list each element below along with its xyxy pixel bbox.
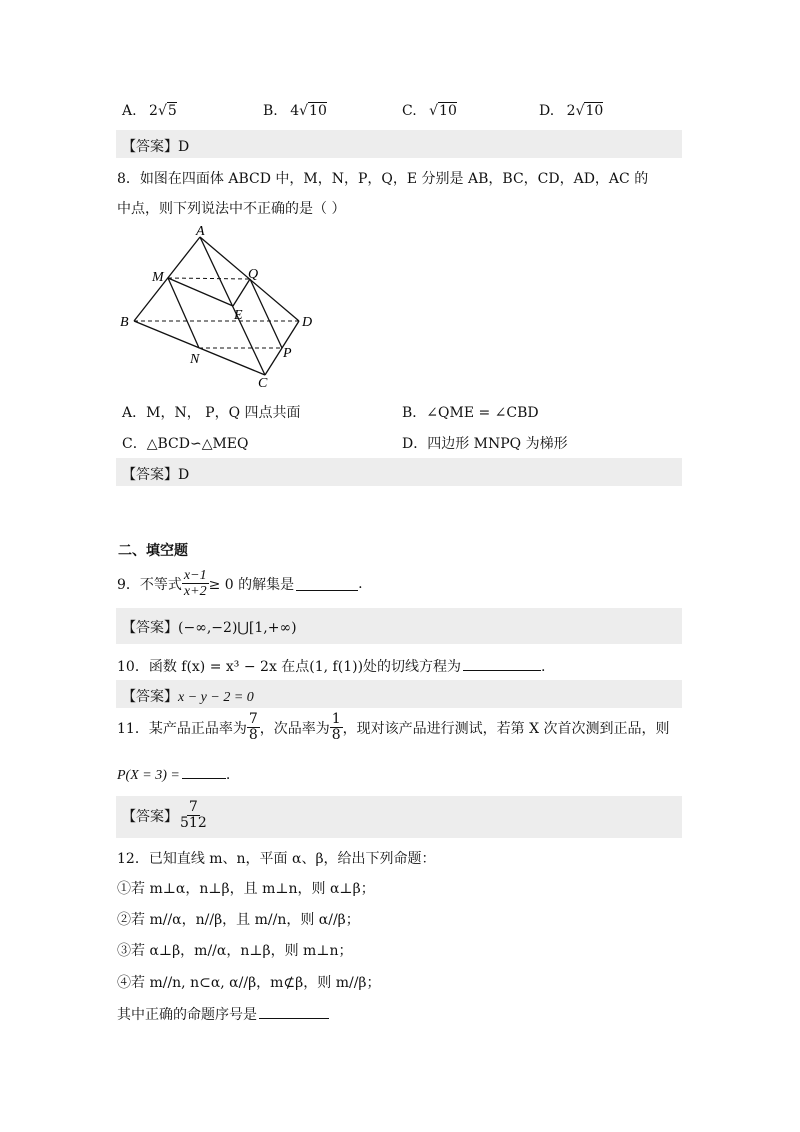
q7-option-d: D. 2√10 — [539, 103, 604, 119]
answer-tag: 【答案】 — [122, 620, 178, 636]
q11-frac2-den: 8 — [331, 727, 341, 744]
answer-tag: 【答案】 — [122, 467, 178, 483]
q10-blank — [463, 657, 541, 671]
q8-stem-line2: 中点，则下列说法中不正确的是（ ） — [117, 201, 346, 217]
answer-tag: 【答案】 — [122, 808, 178, 825]
q8-answer — [122, 464, 189, 484]
q11-frac1-num: 7 — [248, 711, 258, 727]
q7-option-c-label: C. — [402, 103, 417, 119]
q11-answer-num: 7 — [188, 799, 198, 815]
vertex-label-d: D — [302, 315, 313, 330]
q9-frac-den: x+2 — [183, 584, 207, 600]
q11-frac1-den: 8 — [248, 727, 258, 744]
q7-option-b: B. 4√10 — [263, 103, 327, 119]
q10-text: 10．函数 f(x) = x³ − 2x 在点(1, f(1))处的切线方程为 — [117, 659, 462, 675]
q7-option-c: C. √10 — [402, 103, 457, 119]
q11-frac2-num: 1 — [331, 711, 341, 727]
section-title: 二、填空题 — [118, 543, 188, 559]
q9-end: . — [358, 575, 363, 592]
q7-option-a-label: A. — [122, 103, 137, 119]
q9-frac-num: x−1 — [183, 568, 207, 583]
q8-answer-bar — [116, 458, 682, 486]
q11-line2: P(X = 3) = — [117, 768, 180, 783]
answer-value: (−∞,−2)⋃[1,+∞) — [178, 620, 297, 636]
q10-stem — [117, 656, 546, 676]
q11-answer-fraction — [178, 800, 209, 832]
q7-option-a: A. 2√5 — [122, 103, 177, 119]
q12-item-4: ④若 m//n, n⊂α, α//β，m⊄β，则 m//β； — [117, 975, 381, 991]
q9-blank — [296, 577, 358, 591]
tetrahedron-figure — [118, 225, 328, 395]
q12-item-2: ②若 m//α，n//β，且 m//n，则 α//β； — [117, 912, 360, 928]
q7-option-d-rad: 10 — [585, 103, 604, 119]
q8-stem-line1: 8．如图在四面体 ABCD 中，M，N，P，Q，E 分别是 AB，BC，CD，AD，AC 的 — [117, 171, 649, 187]
q9-prefix: 9．不等式 — [117, 576, 182, 593]
answer-tag: 【答案】 — [122, 689, 178, 705]
answer-value: x − y − 2 = 0 — [178, 690, 254, 705]
answer-value: D — [178, 139, 190, 155]
q11-part2: ，次品率为 — [259, 720, 330, 737]
q7-option-a-rad: 5 — [167, 103, 177, 119]
q12-item-3: ③若 α⊥β，m//α，n⊥β，则 m⊥n； — [117, 943, 353, 959]
q11-end: . — [225, 767, 231, 783]
vertex-label-m: M — [152, 270, 164, 285]
q7-option-d-label: D. — [539, 103, 555, 119]
q8-option-c: C．△BCD∽△MEQ — [122, 436, 249, 452]
q10-end: . — [541, 659, 546, 675]
q11-fraction-2 — [330, 712, 343, 744]
q9-suffix: ≥ 0 的解集是 — [208, 576, 295, 593]
q8-option-b: B．∠QME = ∠CBD — [402, 405, 539, 421]
q11-part3: ，现对该产品进行测试，若第 X 次首次测到正品，则 — [342, 720, 670, 737]
q10-answer — [122, 686, 254, 706]
q11-stem-line1 — [117, 712, 670, 744]
q7-option-c-rad: 10 — [439, 103, 457, 119]
q12-question — [117, 1004, 329, 1024]
q11-part1: 11．某产品正品率为 — [117, 720, 247, 737]
vertex-label-e: E — [234, 308, 243, 323]
vertex-label-p: P — [283, 346, 292, 361]
vertex-label-n: N — [190, 352, 200, 367]
q12-intro: 12．已知直线 m、n，平面 α、β，给出下列命题： — [117, 851, 436, 867]
q12-item-1: ①若 m⊥α，n⊥β，且 m⊥n，则 α⊥β； — [117, 881, 375, 897]
q8-option-d: D．四边形 MNPQ 为梯形 — [402, 436, 568, 452]
q9-stem — [117, 568, 363, 600]
q9-fraction — [182, 568, 209, 600]
vertex-label-c: C — [258, 376, 268, 391]
q8-option-a: A．M，N， P，Q 四点共面 — [122, 405, 301, 421]
q7-option-a-coef: 2 — [149, 103, 158, 119]
q12-question-text: 其中正确的命题序号是 — [117, 1007, 257, 1023]
q11-fraction-1 — [247, 712, 260, 744]
q11-stem-line2 — [117, 765, 230, 784]
q11-blank — [182, 765, 226, 779]
q7-option-b-coef: 4 — [290, 103, 300, 119]
q7-option-b-rad: 10 — [309, 103, 327, 119]
vertex-label-q: Q — [248, 267, 259, 282]
q9-answer — [122, 617, 297, 637]
q7-answer — [122, 136, 189, 156]
q7-answer-bar — [116, 130, 682, 158]
q11-answer-den: 512 — [180, 815, 207, 832]
q7-option-d-coef: 2 — [566, 103, 576, 119]
vertex-label-a: A — [196, 225, 205, 239]
answer-value: D — [178, 467, 190, 483]
q12-blank — [259, 1005, 329, 1019]
vertex-label-b: B — [120, 315, 129, 330]
q11-answer — [122, 800, 209, 832]
answer-tag: 【答案】 — [122, 139, 178, 155]
q7-option-b-label: B. — [263, 103, 278, 119]
